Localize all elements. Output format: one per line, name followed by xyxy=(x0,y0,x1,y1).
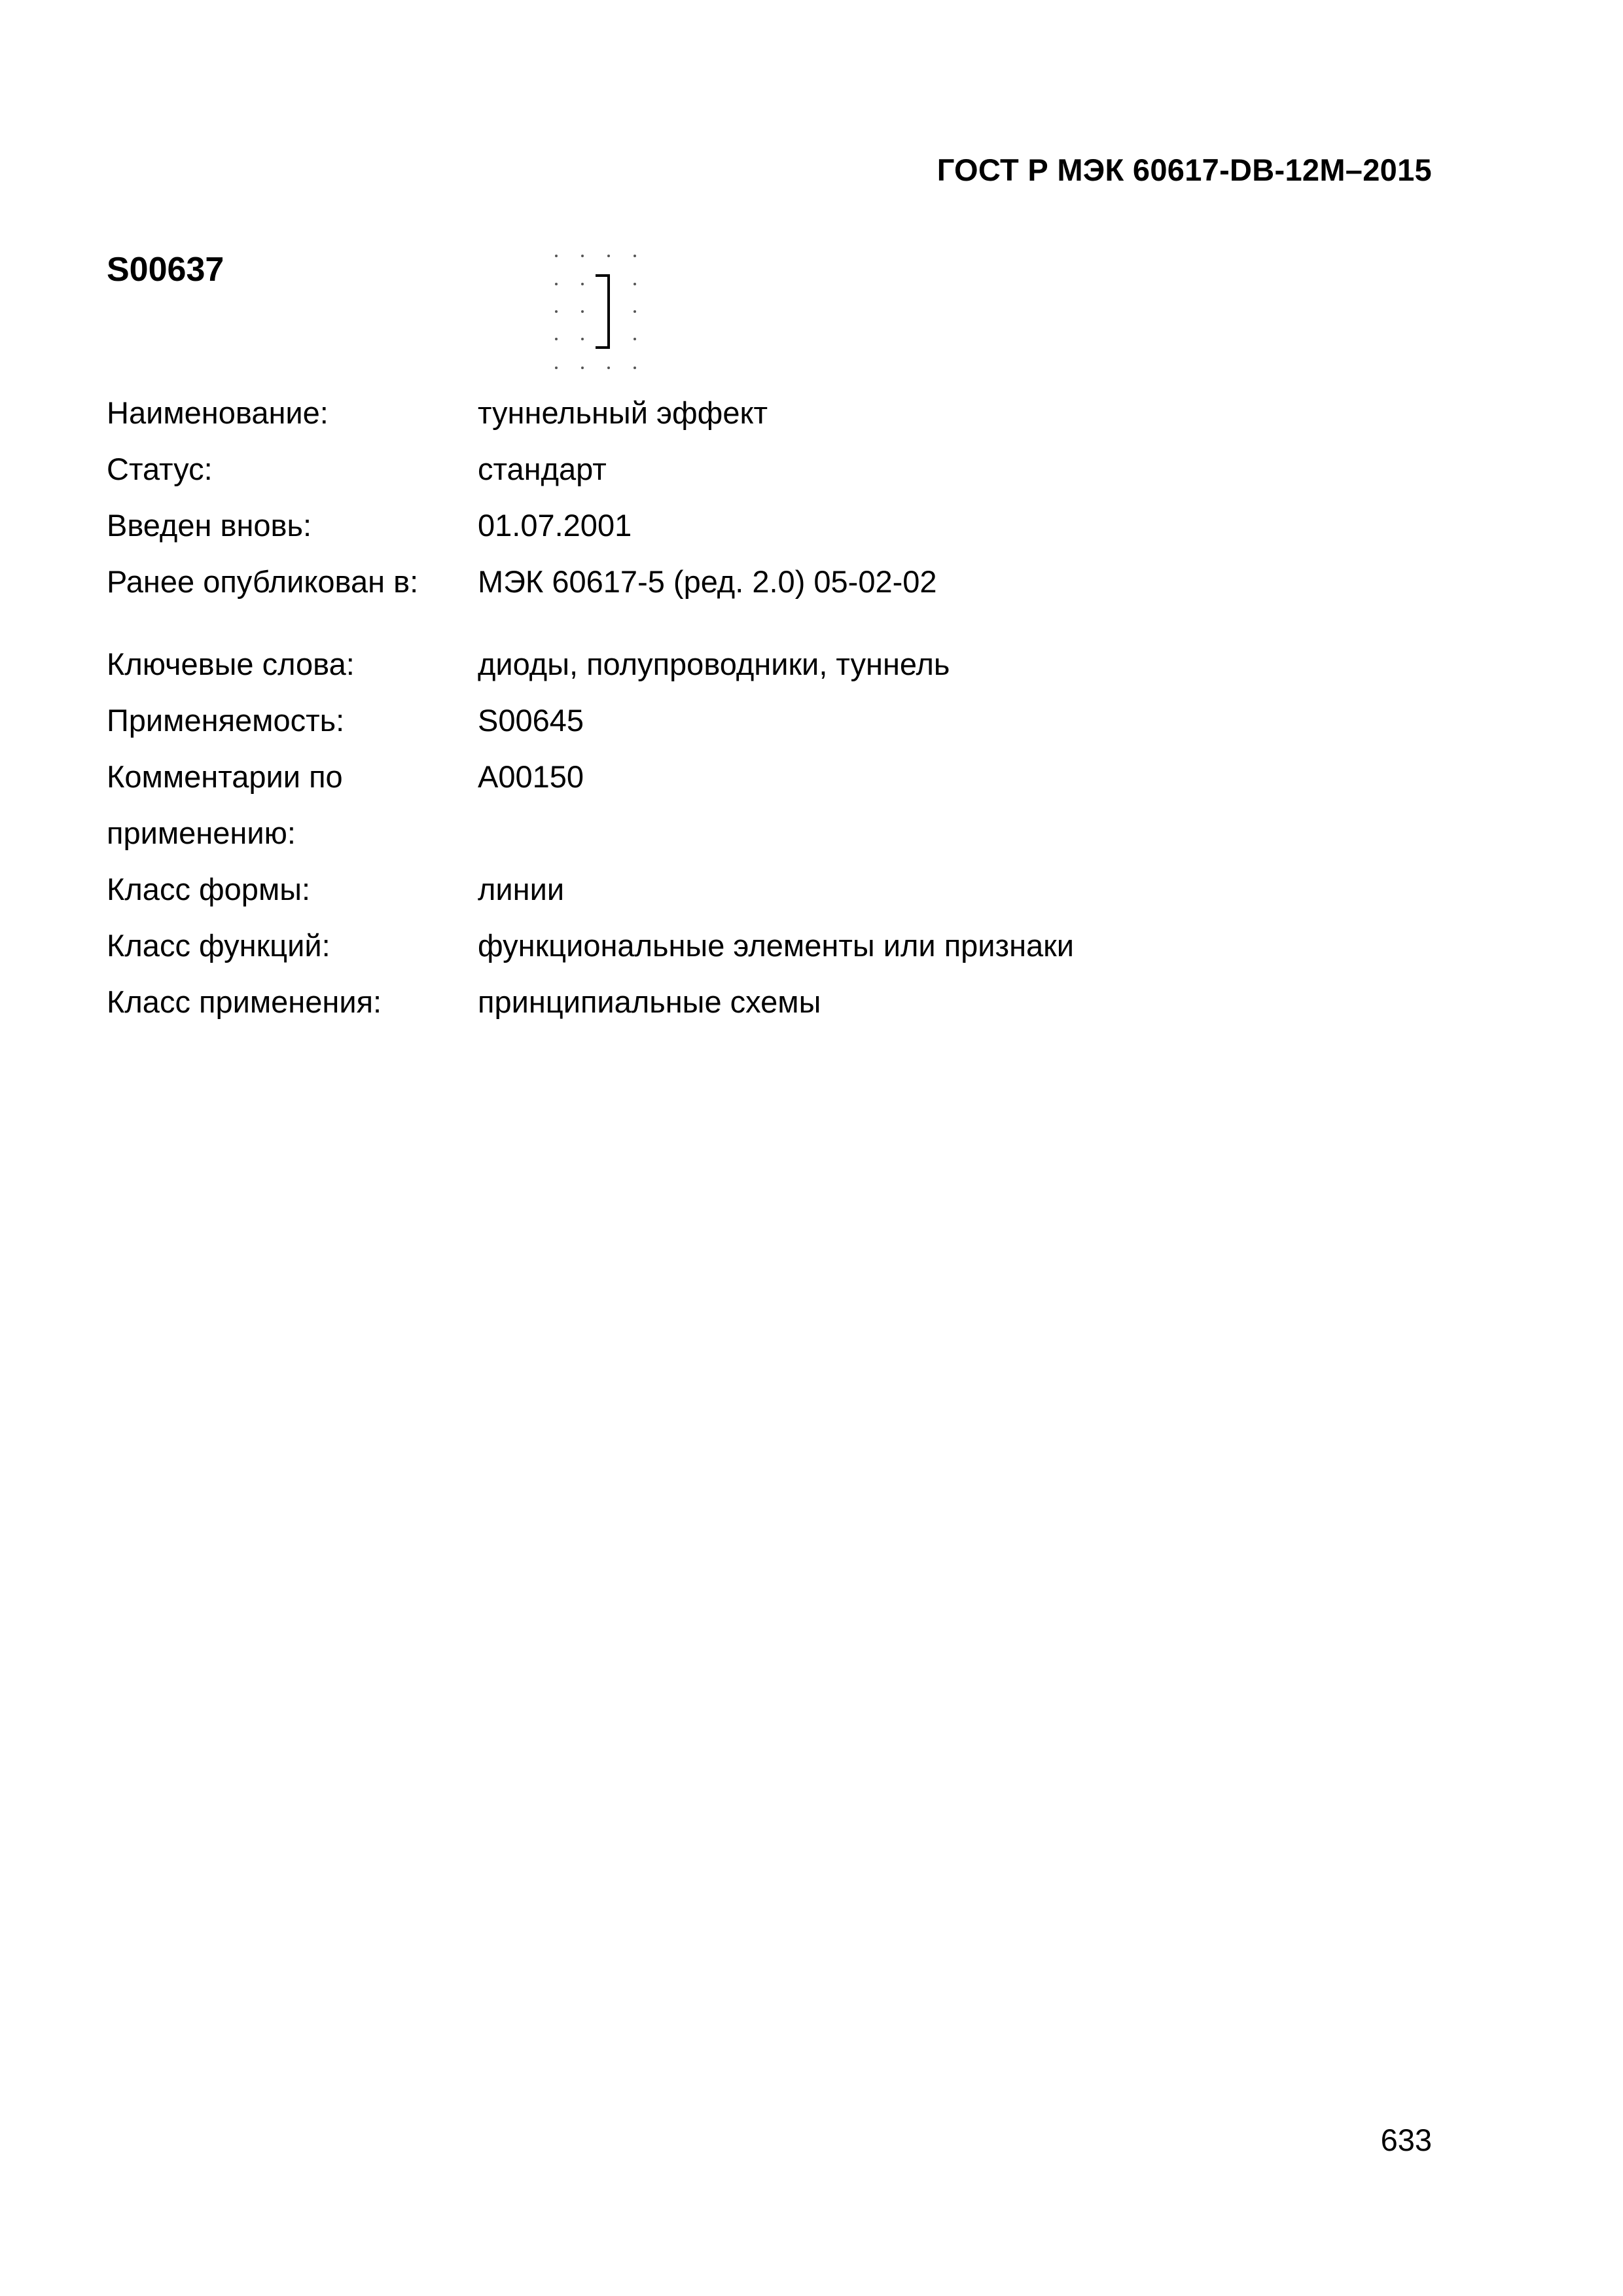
property-label: Комментарии по применению: xyxy=(107,759,343,850)
property-row-application-notes xyxy=(107,749,1074,861)
property-value: принципиальные схемы xyxy=(478,984,821,1019)
property-label: Статус: xyxy=(107,452,213,486)
property-value: туннельный эффект xyxy=(478,395,768,430)
property-row-status xyxy=(107,441,1074,497)
page-number: 633 xyxy=(1380,2123,1432,2157)
property-row-keywords xyxy=(107,636,1074,692)
property-row-name xyxy=(107,385,1074,441)
property-row-introduced xyxy=(107,497,1074,554)
property-row-function-class xyxy=(107,918,1074,974)
property-row-previously-published xyxy=(107,554,1074,610)
property-value: функциональные элементы или признаки xyxy=(478,928,1074,963)
property-label: Применяемость: xyxy=(107,703,345,738)
property-row-applicability xyxy=(107,692,1074,749)
property-label: Наименование: xyxy=(107,395,329,430)
tunnel-bracket xyxy=(596,276,609,348)
property-label: Класс формы: xyxy=(107,872,311,906)
property-value: стандарт xyxy=(478,452,607,486)
property-row-application-class xyxy=(107,974,1074,1030)
properties-table xyxy=(107,385,1074,1030)
property-label: Класс функций: xyxy=(107,928,330,963)
tunnel-effect-symbol-icon xyxy=(544,246,649,377)
property-label: Введен вновь: xyxy=(107,508,312,543)
property-value: 01.07.2001 xyxy=(478,508,632,543)
property-value: линии xyxy=(478,872,565,906)
property-row-shape-class xyxy=(107,861,1074,918)
property-value: S00645 xyxy=(478,703,584,738)
property-value: МЭК 60617-5 (ред. 2.0) 05-02-02 xyxy=(478,564,937,599)
property-label: Класс применения: xyxy=(107,984,382,1019)
property-value: A00150 xyxy=(478,759,584,794)
standard-code: ГОСТ Р МЭК 60617-DB-12М–2015 xyxy=(936,152,1432,187)
property-value: диоды, полупроводники, туннель xyxy=(478,647,950,681)
grid-dots xyxy=(555,255,636,369)
symbol-id: S00637 xyxy=(107,251,224,289)
property-label: Ранее опубликован в: xyxy=(107,564,419,599)
property-label: Ключевые слова: xyxy=(107,647,355,681)
